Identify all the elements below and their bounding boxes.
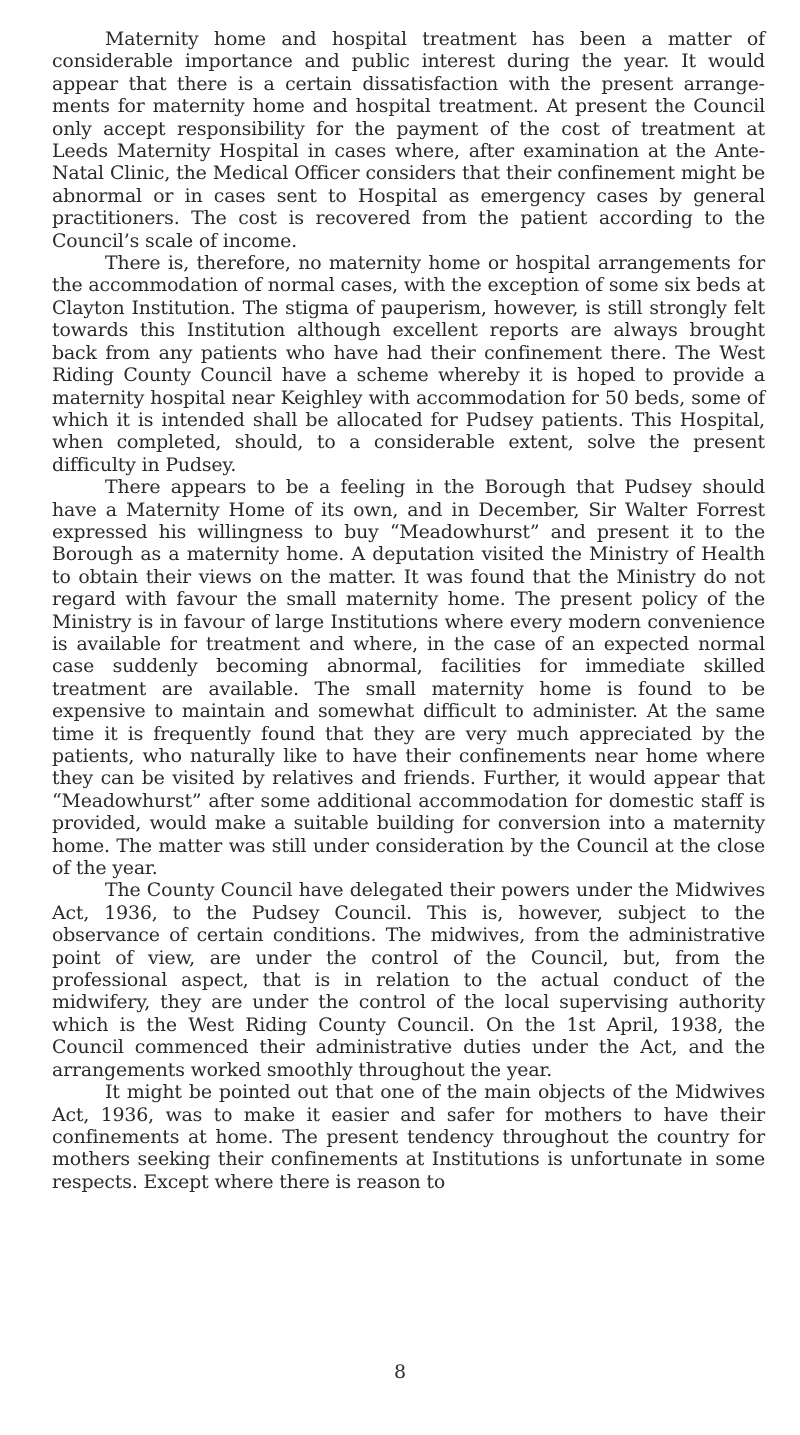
paragraph-clayton-institution: There is, therefore, no maternity home or hospital arrangements for the accommodation of normal cases, with the exception of some six beds at Clayton Institution. The stigma of pauperism, however, is still strongly felt towards this Institution although excellent reports are always brought back from any patients who have had their confinement there. The West Riding County Council have a scheme whereby it is hoped to provide a maternity hospital near Keighley with accommodation for 50 beds, some of which it is intended shall be allocated for Pudsey patients. This Hospital, when completed, should, to a considerable extent, solve the present difficulty in Pudsey. — [52, 252, 765, 476]
paragraph-home-confinements: It might be pointed out that one of the main objects of the Midwives Act, 1936, was to make it easier and safer for mothers to have their confinements at home. The present tendency throughout the country for mothers seeking their confinements at Institutions is unfortunate in some respects. Except where there is reason to — [52, 1081, 765, 1193]
page-number: 8 — [393, 1361, 407, 1383]
paragraph-maternity-treatment: Maternity home and hospital treatment has been a matter of considerable importance and public interest during the year. It would appear that there is a certain dissatisfaction with the present arrangements for maternity home and hospital treatment. At present the Council only accept responsibility for the payment of the cost of treatment at Leeds Maternity Hospital in cases where, after examination at the Ante-Natal Clinic, the Medical Officer considers that their confinement might be abnormal or in cases sent to Hospital as emergency cases by general practitioners. The cost is recovered from the patient according to the Council’s scale of income. — [52, 28, 765, 252]
paragraph-midwives-act: The County Council have delegated their powers under the Midwives Act, 1936, to the Pudsey Council. This is, however, subject to the observance of certain conditions. The midwives, from the administrative point of view, are under the control of the Council, but, from the professional aspect, that is in relation to the actual conduct of the midwifery, they are under the control of the local supervising authority which is the West Riding County Council. On the 1st April, 1938, the Council commenced their administrative duties under the Act, and the arrangements worked smoothly throughout the year. — [52, 879, 765, 1081]
document-page — [52, 28, 765, 1193]
paragraph-meadowhurst: There appears to be a feeling in the Borough that Pudsey should have a Maternity Home of its own, and in December, Sir Walter Forrest expressed his willingness to buy “Meadowhurst” and present it to the Borough as a maternity home. A deputation visited the Ministry of Health to obtain their views on the matter. It was found that the Ministry do not regard with favour the small maternity home. The present policy of the Ministry is in favour of large Institutions where every modern convenience is available for treatment and where, in the case of an expected normal case suddenly becoming abnormal, facilities for immediate skilled treatment are available. The small maternity home is found to be expensive to maintain and somewhat difficult to administer. At the same time it is frequently found that they are very much appreciated by the patients, who naturally like to have their confinements near home where they can be visited by relatives and friends. Further, it would appear that “Meadowhurst” after some additional accommodation for domestic staff is provided, would make a suitable building for conversion into a maternity home. The matter was still under consideration by the Council at the close of the year. — [52, 476, 765, 880]
